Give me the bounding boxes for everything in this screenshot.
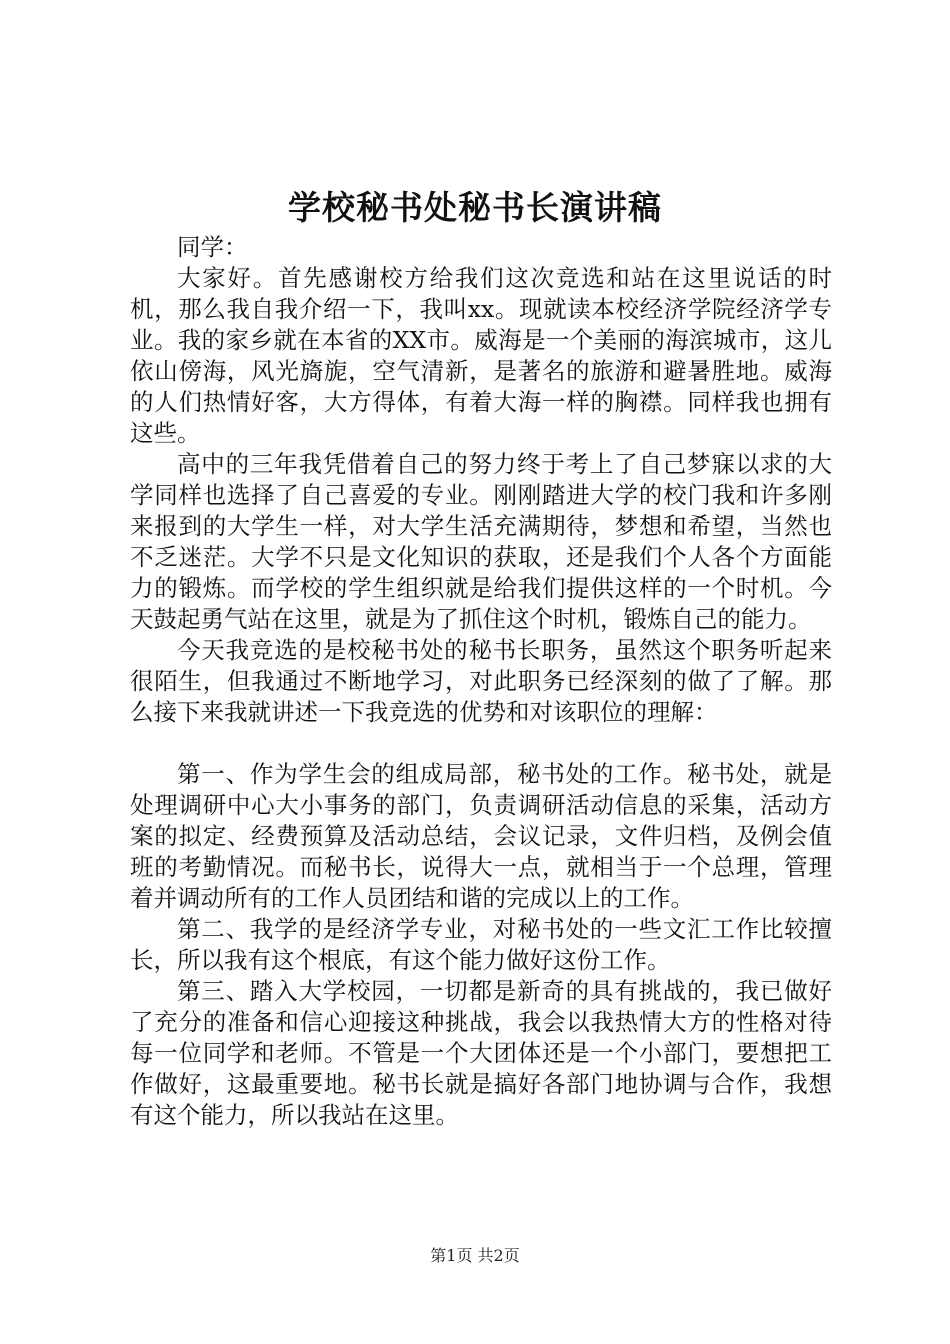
- paragraph-point-three: 第三、踏入大学校园，一切都是新奇的具有挑战的，我已做好了充分的准备和信心迎接这种挑战，我会以我热情大方的性格对待每一位同学和老师。不管是一个大团体还是一个小部门，要想把工作做好，这最重要地。秘书长就是搞好各部门地协调与合作，我想有这个能力，所以我站在这里。: [130, 977, 832, 1129]
- paragraph-greeting: 大家好。首先感谢校方给我们这次竞选和站在这里说话的时机，那么我自我介绍一下，我叫xx。现就读本校经济学院经济学专业。我的家乡就在本省的XX市。威海是一个美丽的海滨城市，这儿依山傍海，风光旖旎，空气清新，是著名的旅游和避暑胜地。威海的人们热情好客，大方得体，有着大海一样的胸襟。同样我也拥有这些。: [130, 264, 832, 447]
- salutation: 同学：: [177, 233, 248, 261]
- paragraph-high-school: 高中的三年我凭借着自己的努力终于考上了自己梦寐以求的大学同样也选择了自己喜爱的专业。刚刚踏进大学的校门我和许多刚来报到的大学生一样，对大学生活充满期待，梦想和希望，当然也不乏迷茫。大学不只是文化知识的获取，还是我们个人各个方面能力的锻炼。而学校的学生组织就是给我们提供这样的一个时机。今天鼓起勇气站在这里，就是为了抓住这个时机，锻炼自己的能力。: [130, 450, 832, 633]
- paragraph-point-one: 第一、作为学生会的组成局部，秘书处的工作。秘书处，就是处理调研中心大小事务的部门，负责调研活动信息的采集，活动方案的拟定、经费预算及活动总结，会议记录，文件归档，及例会值班的考勤情况。而秘书长，说得大一点，就相当于一个总理，管理着并调动所有的工作人员团结和谐的完成以上的工作。: [130, 760, 832, 912]
- document-title: 学校秘书处秘书长演讲稿: [288, 188, 662, 227]
- paragraph-point-two: 第二、我学的是经济学专业，对秘书处的一些文汇工作比较擅长，所以我有这个根底，有这个能力做好这份工作。: [130, 915, 832, 974]
- paragraph-position: 今天我竞选的是校秘书处的秘书长职务，虽然这个职务听起来很陌生，但我通过不断地学习，对此职务已经深刻的做了了解。那么接下来我就讲述一下我竞选的优势和对该职位的理解：: [130, 636, 832, 726]
- page-footer: 第1页 共2页: [430, 1246, 520, 1265]
- document-body: [130, 232, 832, 1131]
